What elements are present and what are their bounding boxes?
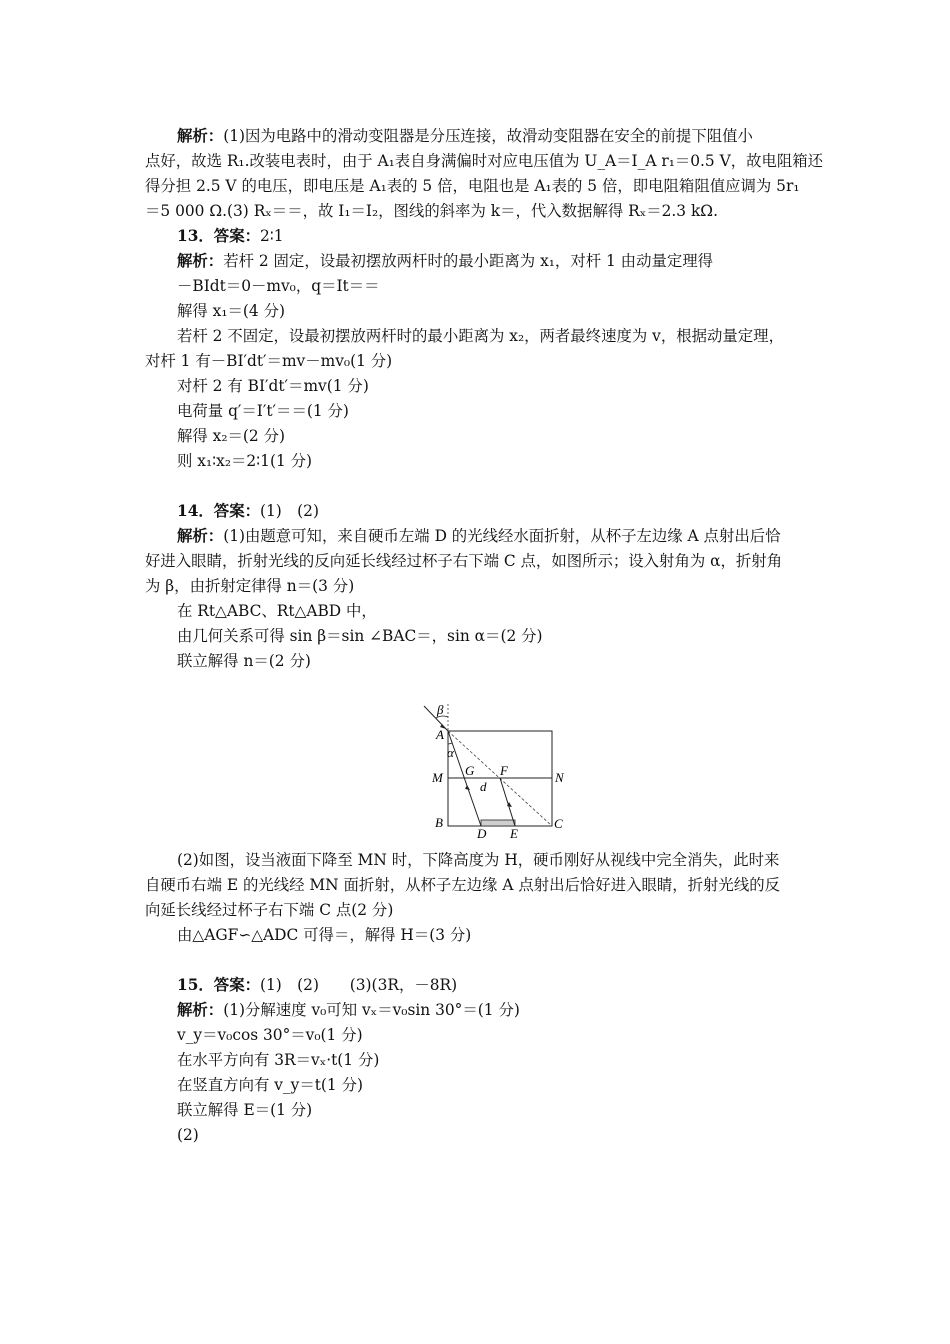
label-alpha: α xyxy=(447,745,454,760)
q15-line-5: 联立解得 E＝(1 分) xyxy=(177,1101,313,1119)
q14-line-9: 向延长线经过杯子右下端 C 点(2 分) xyxy=(145,901,394,919)
label-n: N xyxy=(555,770,564,785)
q14-line-8: 自硬币右端 E 的光线经 MN 面折射，从杯子左边缘 A 点射出后恰好进入眼睛，折射光线的反 xyxy=(145,876,780,894)
analysis-line-1: 解析：(1)因为电路中的滑动变阻器是分压连接，故滑动变阻器在安全的前提下阻值小 xyxy=(177,127,753,145)
label-d-small: d xyxy=(480,779,487,794)
label-a: A xyxy=(436,727,444,742)
label-b: B xyxy=(435,815,443,830)
q14-answer: 14．答案：(1) (2) xyxy=(177,502,319,520)
q13-line-3: 解得 x₁＝(4 分) xyxy=(177,302,285,320)
angle-alpha-arc xyxy=(448,743,452,744)
q13-line-7: 电荷量 q′＝I′t′＝＝(1 分) xyxy=(177,402,349,420)
q14-line-5: 由几何关系可得 sin β＝sin ∠BAC＝，sin α＝(2 分) xyxy=(177,627,543,645)
q13-line-1: 解析：若杆 2 固定，设最初摆放两杆时的最小距离为 x₁，对杆 1 由动量定理得 xyxy=(177,252,714,270)
q13-line-9: 则 x₁∶x₂＝2∶1(1 分) xyxy=(177,452,313,470)
q15-line-6: (2) xyxy=(177,1126,199,1144)
label-m: M xyxy=(432,770,443,785)
q15-line-3: 在水平方向有 3R＝vₓ·t(1 分) xyxy=(177,1051,380,1069)
q14-line-7: (2)如图，设当液面下降至 MN 时，下降高度为 H，硬币刚好从视线中完全消失，此时来 xyxy=(177,851,780,869)
label-f: F xyxy=(500,763,508,778)
q13-line-2: －BIdt＝0－mv₀，q＝It＝＝ xyxy=(177,277,380,295)
q13-line-5: 对杆 1 有－BI′dt′＝mv－mv₀(1 分) xyxy=(145,352,393,370)
q14-line-3: 为 β，由折射定律得 n＝(3 分) xyxy=(145,577,355,595)
q13-answer: 13．答案：2∶1 xyxy=(177,227,284,245)
q14-line-10: 由△AGF∽△ADC 可得＝，解得 H＝(3 分) xyxy=(177,926,472,944)
q14-line-1: 解析：(1)由题意可知，来自硬币左端 D 的光线经水面折射，从杯子左边缘 A 点射出后恰 xyxy=(177,527,781,545)
q15-answer: 15．答案：(1) (2) (3)(3R，－8R) xyxy=(177,976,458,994)
q14-line-6: 联立解得 n＝(2 分) xyxy=(177,652,311,670)
q13-line-4: 若杆 2 不固定，设最初摆放两杆时的最小距离为 x₂，两者最终速度为 v，根据动量定理， xyxy=(177,327,784,345)
label-e: E xyxy=(510,826,518,840)
label-c: C xyxy=(554,816,563,831)
q14-line-2: 好进入眼睛，折射光线的反向延长线经过杯子右下端 C 点，如图所示；设入射角为 α，折射角 xyxy=(145,552,783,570)
q14-line-4: 在 Rt△ABC、Rt△ABD 中， xyxy=(177,602,377,620)
q15-line-4: 在竖直方向有 v_y＝t(1 分) xyxy=(177,1076,363,1094)
q15-line-1: 解析：(1)分解速度 v₀可知 vₓ＝v₀sin 30°＝(1 分) xyxy=(177,1001,520,1019)
analysis-line-3: 得分担 2.5 V 的电压，即电压是 A₁表的 5 倍，电阻也是 A₁表的 5 倍，即电阻箱阻值应调为 5r₁ xyxy=(145,177,800,195)
label-beta: β xyxy=(437,702,444,717)
analysis-line-4: ＝5 000 Ω.(3) Rₓ＝＝，故 I₁＝I₂，图线的斜率为 k＝，代入数据解得 Rₓ＝2.3 kΩ. xyxy=(145,202,718,220)
label-d: D xyxy=(477,826,487,840)
q15-line-2: v_y＝v₀cos 30°＝v₀(1 分) xyxy=(177,1026,363,1044)
label-g: G xyxy=(465,763,475,778)
refraction-diagram xyxy=(412,700,582,840)
q13-line-6: 对杆 2 有 BI′dt′＝mv(1 分) xyxy=(177,377,369,395)
q13-line-8: 解得 x₂＝(2 分) xyxy=(177,427,285,445)
analysis-line-2: 点好，故选 R₁.改装电表时，由于 A₁表自身满偏时对应电压值为 U_A＝I_A r₁＝0.5 V，故电阻箱还 xyxy=(145,152,824,170)
